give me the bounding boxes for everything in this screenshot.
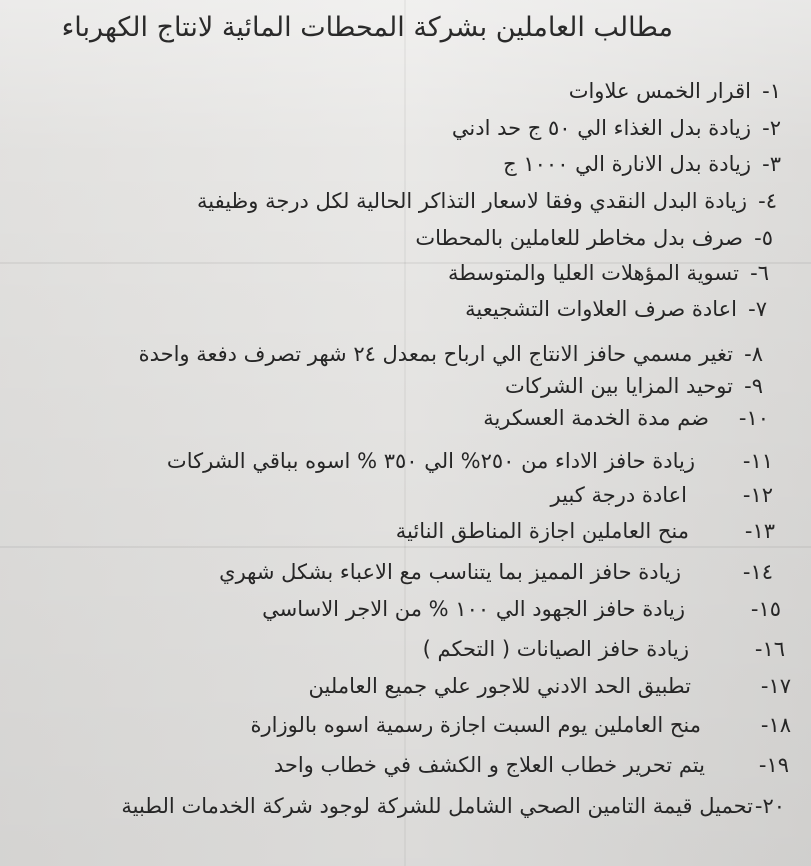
item-number: ٥- — [754, 226, 773, 250]
item-number: ١٣- — [744, 519, 775, 543]
item-text: زيادة حافز الصيانات ( التحكم ) — [422, 637, 689, 661]
list-item — [0, 144, 811, 184]
item-number: ٣- — [762, 152, 781, 176]
item-text: زيادة حافز المميز بما يتناسب مع الاعباء بشكل شهري — [219, 560, 681, 584]
list-item — [0, 289, 811, 329]
item-text: اعادة صرف العلاوات التشجيعية — [465, 297, 737, 321]
list-item — [0, 705, 811, 745]
list-item — [0, 108, 811, 148]
item-number: ٧- — [748, 297, 767, 321]
item-text: اقرار الخمس علاوات — [568, 79, 751, 103]
item-text: زيادة بدل الغذاء الي ٥٠ ج حد ادني — [451, 116, 751, 140]
list-item — [0, 398, 811, 438]
list-item — [0, 786, 811, 826]
item-text: ضم مدة الخدمة العسكرية — [483, 406, 709, 430]
item-text: صرف بدل مخاطر للعاملين بالمحطات — [415, 226, 743, 250]
item-number: ١٠- — [738, 406, 769, 430]
item-number: ٢٠- — [754, 794, 785, 818]
item-text: زيادة حافز الاداء من ٢٥٠% الي ٣٥٠ % اسوه بباقي الشركات — [166, 449, 695, 473]
item-number: ١٥- — [750, 597, 781, 621]
item-number: ١٨- — [760, 713, 791, 737]
item-text: يتم تحرير خطاب العلاج و الكشف في خطاب واحد — [273, 753, 705, 777]
item-number: ١١- — [742, 449, 773, 473]
item-number: ١٤- — [742, 560, 773, 584]
item-text: توحيد المزايا بين الشركات — [505, 374, 733, 398]
list-item — [0, 552, 811, 592]
list-item — [0, 181, 811, 221]
item-number: ٦- — [750, 261, 769, 285]
list-item — [0, 71, 811, 111]
item-number: ١- — [762, 79, 781, 103]
item-text: زيادة البدل النقدي وفقا لاسعار التذاكر الحالية لكل درجة وظيفية — [197, 189, 747, 213]
item-text: تحميل قيمة التامين الصحي الشامل للشركة لوجود شركة الخدمات الطبية — [121, 794, 753, 818]
list-item — [0, 745, 811, 785]
list-item — [0, 218, 811, 258]
item-number: ٢- — [762, 116, 781, 140]
item-text: زيادة حافز الجهود الي ١٠٠ % من الاجر الاساسي — [262, 597, 685, 621]
item-text: تغير مسمي حافز الانتاج الي ارباح بمعدل ٢٤ شهر تصرف دفعة واحدة — [138, 342, 733, 366]
item-number: ١٦- — [754, 637, 785, 661]
item-number: ١٢- — [742, 483, 773, 507]
list-item — [0, 589, 811, 629]
item-text: تسوية المؤهلات العليا والمتوسطة — [448, 261, 739, 285]
item-text: منح العاملين يوم السبت اجازة رسمية اسوه بالوزارة — [250, 713, 701, 737]
item-number: ٩- — [744, 374, 763, 398]
item-text: منح العاملين اجازة المناطق النائية — [395, 519, 689, 543]
list-item — [0, 666, 811, 706]
list-item — [0, 511, 811, 551]
item-text: اعادة درجة كبير — [550, 483, 687, 507]
document-title: مطالب العاملين بشركة المحطات المائية لانتاج الكهرباء — [61, 12, 673, 43]
item-number: ٨- — [744, 342, 763, 366]
item-number: ٤- — [758, 189, 777, 213]
item-number: ١٩- — [758, 753, 789, 777]
item-text: تطبيق الحد الادني للاجور علي جميع العاملين — [308, 674, 691, 698]
item-text: زيادة بدل الانارة الي ١٠٠٠ ج — [503, 152, 751, 176]
list-item — [0, 253, 811, 293]
item-number: ١٧- — [760, 674, 791, 698]
list-item — [0, 629, 811, 669]
list-item — [0, 475, 811, 515]
